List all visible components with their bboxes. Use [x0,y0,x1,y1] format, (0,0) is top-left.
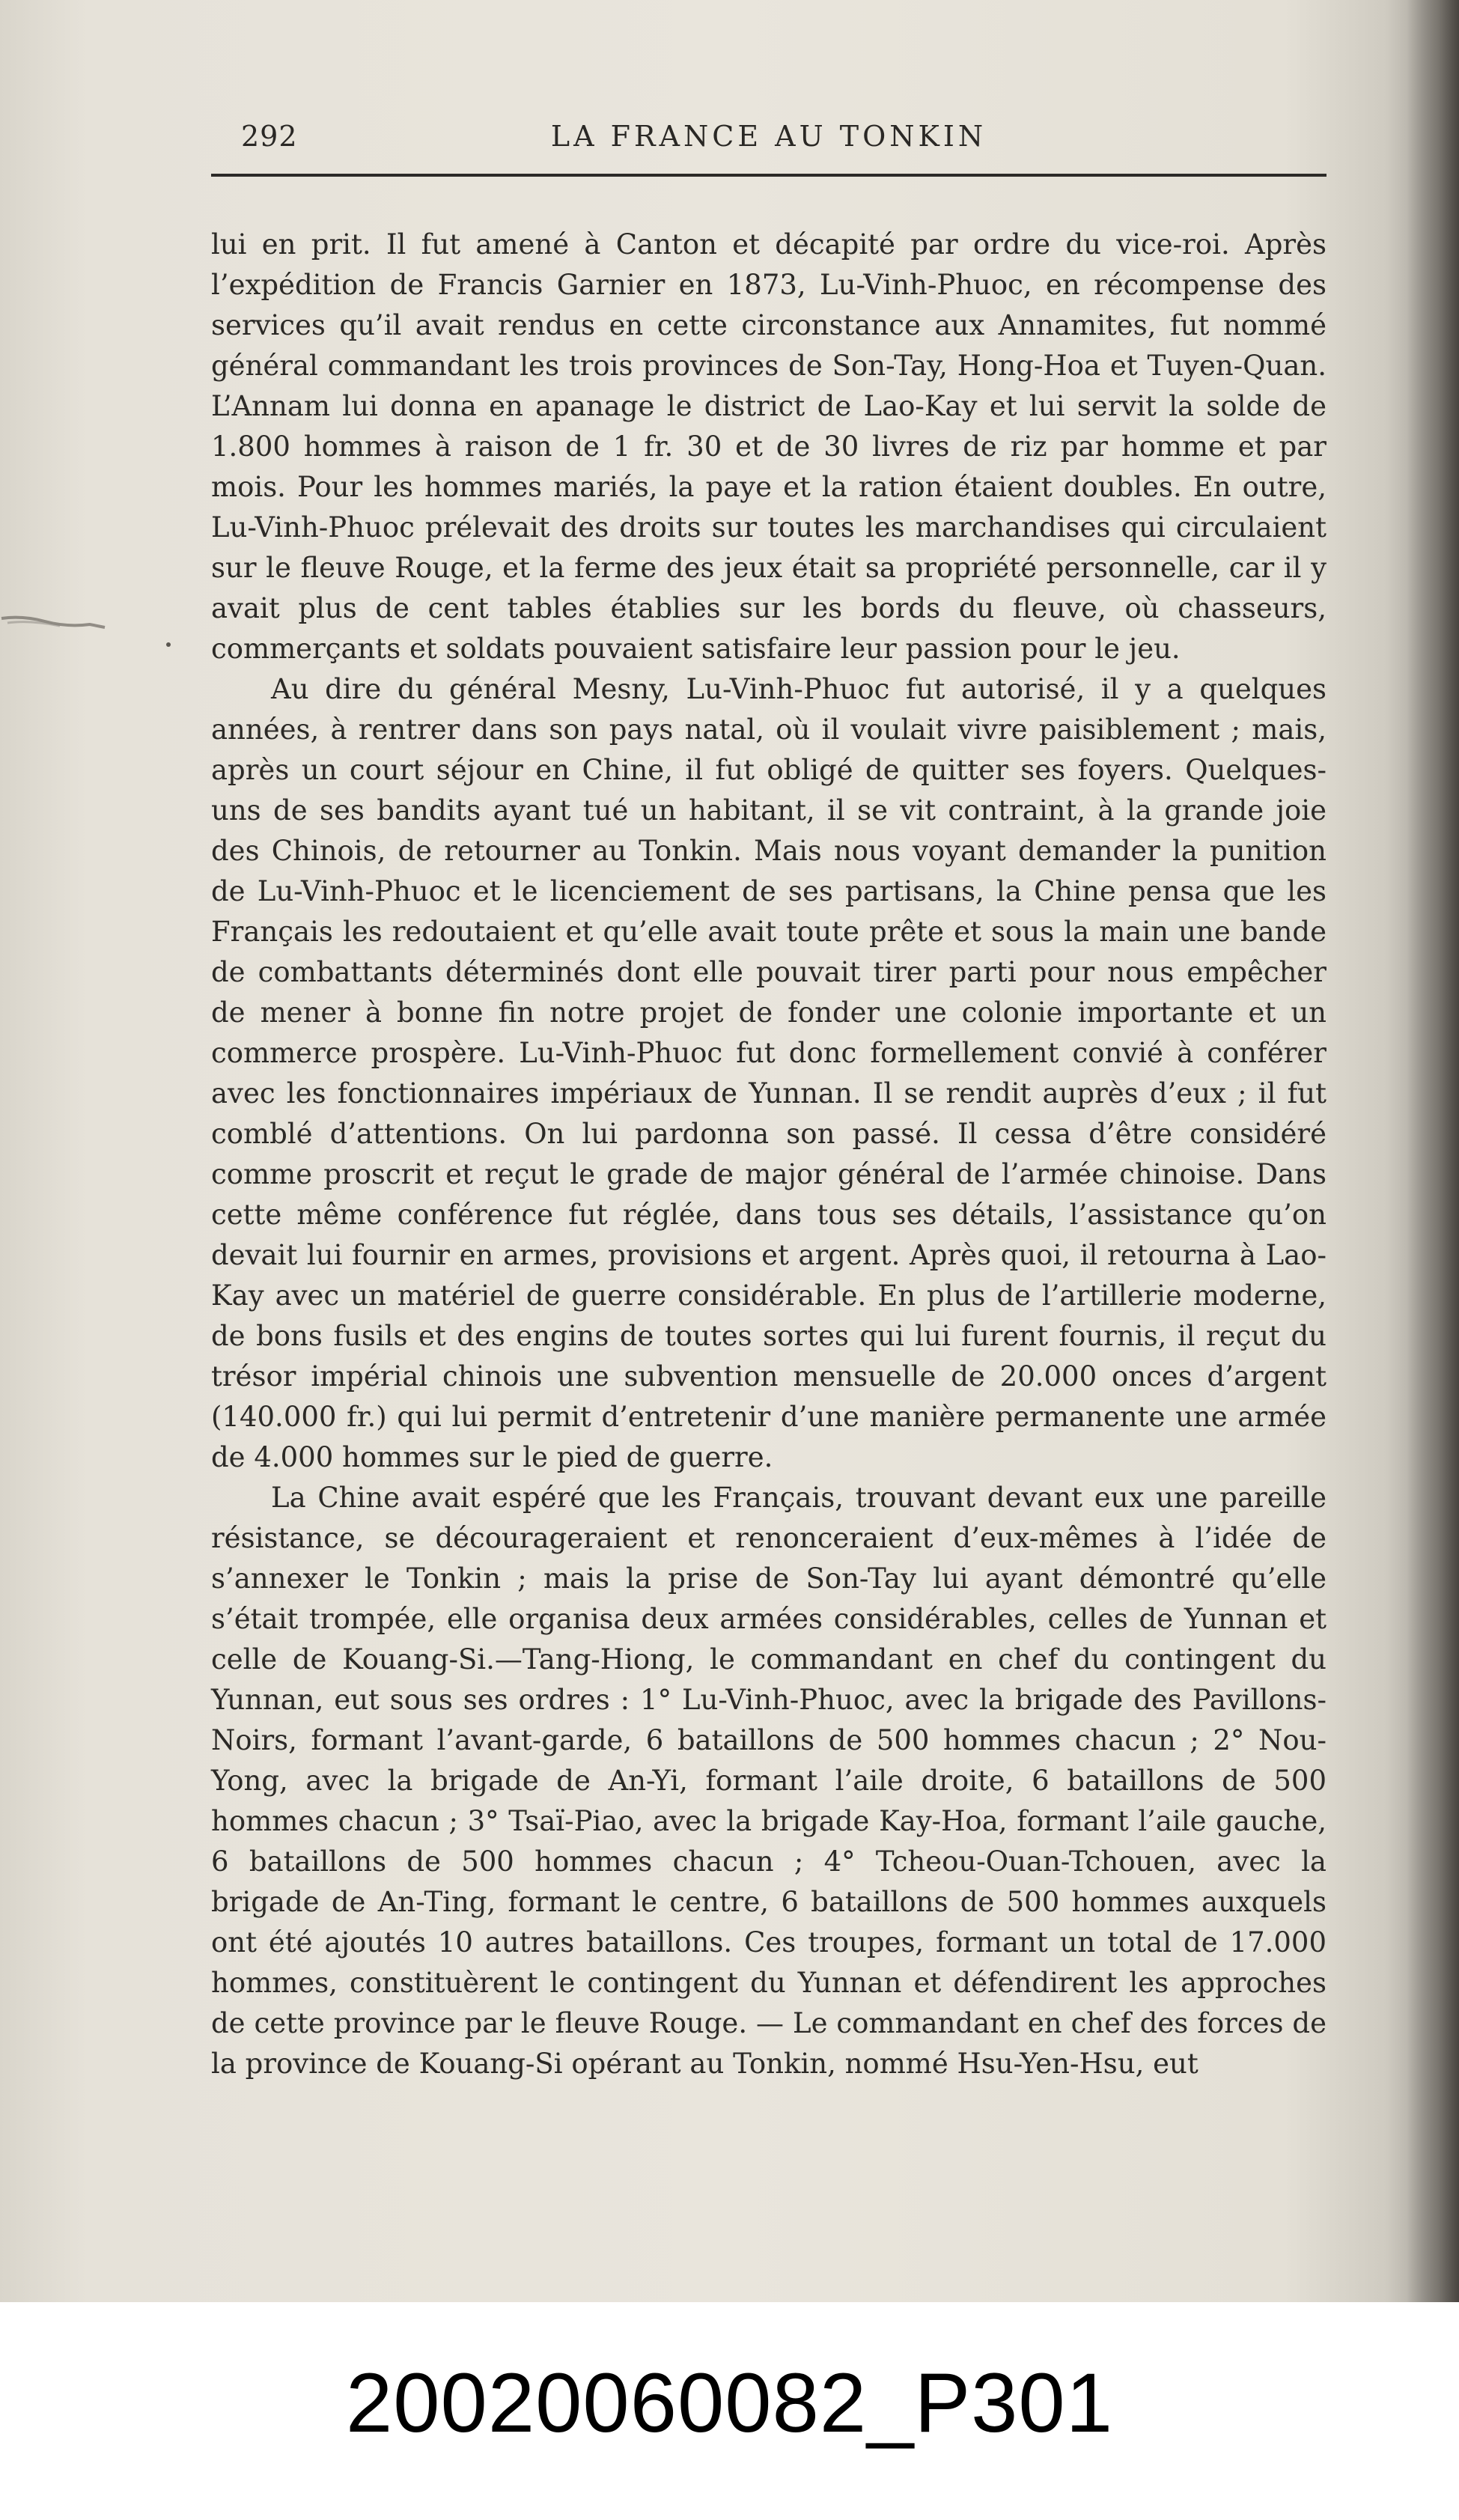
running-title: LA FRANCE AU TONKIN [550,120,987,153]
margin-ink-smudge [0,612,112,632]
paragraph-2: Au dire du général Mesny, Lu-Vinh-Phuoc fut autorisé, il y a quelques années, à rentrer dans son pays natal, où il voulait vivre paisiblement ; mais, après un court séjour en Chine, il fut obligé de quitter ses foyers. Quelques-uns de ses bandits ayant tué un habitant, il se vit contraint, à la grande joie des Chinois, de retourner au Tonkin. Mais nous voyant demander la punition de Lu-Vinh-Phuoc et le licenciement de ses partisans, la Chine pensa que les Français les redoutaient et qu’elle avait toute prête et sous la main une bande de combattants déterminés dont elle pouvait tirer parti pour nous empêcher de mener à bonne fin notre projet de fonder une colonie importante et un commerce prospère. Lu-Vinh-Phuoc fut donc formellement convié à conférer avec les fonctionnaires impériaux de Yunnan. Il se rendit auprès d’eux ; il fut comblé d’attentions. On lui pardonna son passé. Il cessa d’être considéré comme proscrit et reçut le grade de major général de l’armée chinoise. Dans cette même conférence fut réglée, dans tous ses détails, l’assistance qu’on devait lui fournir en armes, provisions et argent. Après quoi, il retourna à Lao-Kay avec un matériel de guerre considérable. En plus de l’artillerie moderne, de bons fusils et des engins de toutes sortes qui lui furent fournis, il reçut du trésor impérial chinois une subvention mensuelle de 20.000 onces d’argent (140.000 fr.) qui lui permit d’entretenir d’une manière permanente une armée de 4.000 hommes sur le pied de guerre. [211,673,1326,1473]
paragraph-3: La Chine avait espéré que les Français, trouvant devant eux une pareille résistance, se décourageraient et renonceraient d’eux-mêmes à l’idée de s’annexer le Tonkin ; mais la prise de Son-Tay lui ayant démontré qu’elle s’était trompée, elle organisa deux armées considérables, celles de Yunnan et celle de Kouang-Si.—Tang-Hiong, le commandant en chef du contingent du Yunnan, eut sous ses ordres : 1° Lu-Vinh-Phuoc, avec la brigade des Pavillons-Noirs, formant l’avant-garde, 6 bataillons de 500 hommes chacun ; 2° Nou-Yong, avec la brigade de An-Yi, formant l’aile droite, 6 bataillons de 500 hommes chacun ; 3° Tsaï-Piao, avec la brigade Kay-Hoa, formant l’aile gauche, 6 bataillons de 500 hommes chacun ; 4° Tcheou-Ouan-Tchouen, avec la brigade de An-Ting, formant le centre, 6 bataillons de 500 hommes auxquels ont été ajoutés 10 autres bataillons. Ces troupes, formant un total de 17.000 hommes, constituèrent le contingent du Yunnan et défendirent les approches de cette province par le fleuve Rouge. — Le commandant en chef des forces de la province de Kouang-Si opérant au Tonkin, nommé Hsu-Yen-Hsu, eut [211,1482,1326,2080]
page-number: 292 [241,120,298,153]
body-text [211,225,1326,2084]
header-rule [211,174,1326,177]
running-header [211,112,1326,165]
page-edge-shadow [1407,0,1459,2302]
margin-ink-dot [166,642,171,647]
archive-id: 20020060082_P301 [345,2356,1114,2450]
caption-area [0,2302,1459,2520]
paragraph-1: lui en prit. Il fut amené à Canton et décapité par ordre du vice-roi. Après l’expédition de Francis Garnier en 1873, Lu-Vinh-Phuoc, en récompense des services qu’il avait rendus en cette circonstance aux Annamites, fut nommé général commandant les trois provinces de Son-Tay, Hong-Hoa et Tuyen-Quan. L’Annam lui donna en apanage le district de Lao-Kay et lui servit la solde de 1.800 hommes à raison de 1 fr. 30 et de 30 livres de riz par homme et par mois. Pour les hommes mariés, la paye et la ration étaient doubles. En outre, Lu-Vinh-Phuoc prélevait des droits sur toutes les marchandises qui circulaient sur le fleuve Rouge, et la ferme des jeux était sa propriété personnelle, car il y avait plus de cent tables établies sur les bords du fleuve, où chasseurs, commerçants et soldats pouvaient satisfaire leur passion pour le jeu. [211,228,1326,665]
